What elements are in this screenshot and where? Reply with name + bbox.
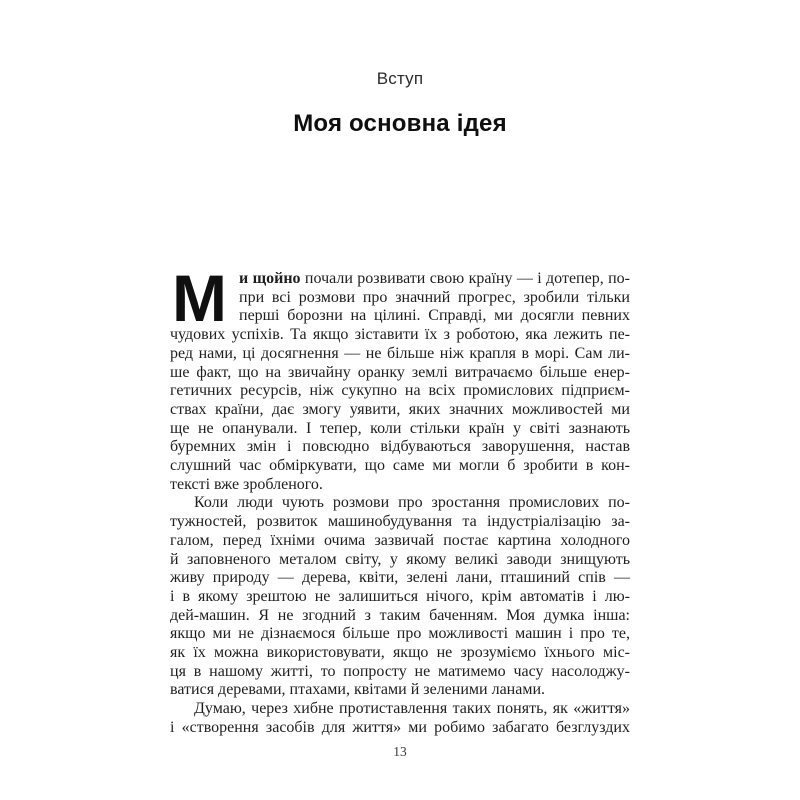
text-line: тужностей, розвиток машинобудування та індустріалізацію за- <box>170 513 630 531</box>
paragraph <box>170 700 630 737</box>
text-line: и щойно почали розвивати свою країну — і дотепер, по- <box>239 270 630 287</box>
text-line: якщо ми не дізнаємося більше про можливості машин і про те, <box>170 625 630 643</box>
text-line: ред нами, ці досягнення — не більше ніж крапля в морі. Сам ли- <box>170 344 630 362</box>
text-line: чудових успіхів. Та якщо зіставити їх з роботою, яка лежить пе- <box>170 326 630 344</box>
text-line: тексті вже зробленого. <box>170 475 323 493</box>
paragraph <box>170 261 630 494</box>
chapter-kicker: Вступ <box>376 69 424 88</box>
text-line: як їх можна використовувати, якщо не зрозуміємо їхнього міс- <box>170 644 630 662</box>
paragraph-indent <box>170 506 194 507</box>
text-line: живу природу — дерева, квіти, зелені лани, пташиний спів — <box>170 569 630 587</box>
page-number: 13 <box>393 744 407 759</box>
text-line: ще не опанували. І тепер, коли стільки країн у світі зазнають <box>170 419 630 437</box>
text-line: ватися деревами, птахами, квітами й зеленими ланами. <box>170 681 546 699</box>
text-line: ше факт, що на звичайну оранку землі витрачаємо більше енер- <box>170 363 630 381</box>
text-line: гетичних ресурсів, ніж сукупно на всіх промислових підприєм- <box>170 382 630 400</box>
body-text <box>170 261 630 738</box>
text-line: Коли люди чують розмови про зростання промислових по- <box>170 494 630 513</box>
text-line: перші борозни на цілині. Справді, ми досягли певних <box>239 307 630 325</box>
drop-cap: М <box>172 261 227 335</box>
text-line: буремних змін і повсюдно відбуваються заворушення, настав <box>170 438 630 456</box>
text-line: ця в нашому житті, то попросту не матимемо часу насолоджу- <box>170 662 630 680</box>
paragraph-indent <box>170 712 194 713</box>
paragraph <box>170 494 630 700</box>
text-line: при всі розмови про значний прогрес, зробили тільки <box>239 288 630 306</box>
text-line: і «створення засобів для життя» ми робимо забагато безглуздих <box>170 718 630 736</box>
text-line: дей-машин. Я не згодний з таким баченням. Моя думка інша: <box>170 606 630 624</box>
text-line: ствах країни, дає змогу уявити, яких значних можливостей ми <box>170 400 630 418</box>
bold-lead-text: и щойно <box>239 270 301 287</box>
text-line: слушний час обміркувати, що саме ми могли б зробити в кон- <box>170 457 630 475</box>
text-line: галом, перед їхніми очима зазвичай постає картина холодного <box>170 531 630 549</box>
text-line: Думаю, через хибне протиставлення таких понять, як «життя» <box>170 700 630 719</box>
text-line: й заповненого металом світу, у якому великі заводи знищують <box>170 550 630 568</box>
page-title: Моя основна ідея <box>293 110 507 137</box>
text-line: і в якому зрештою не залишиться нічого, крім автоматів і лю- <box>170 587 630 605</box>
